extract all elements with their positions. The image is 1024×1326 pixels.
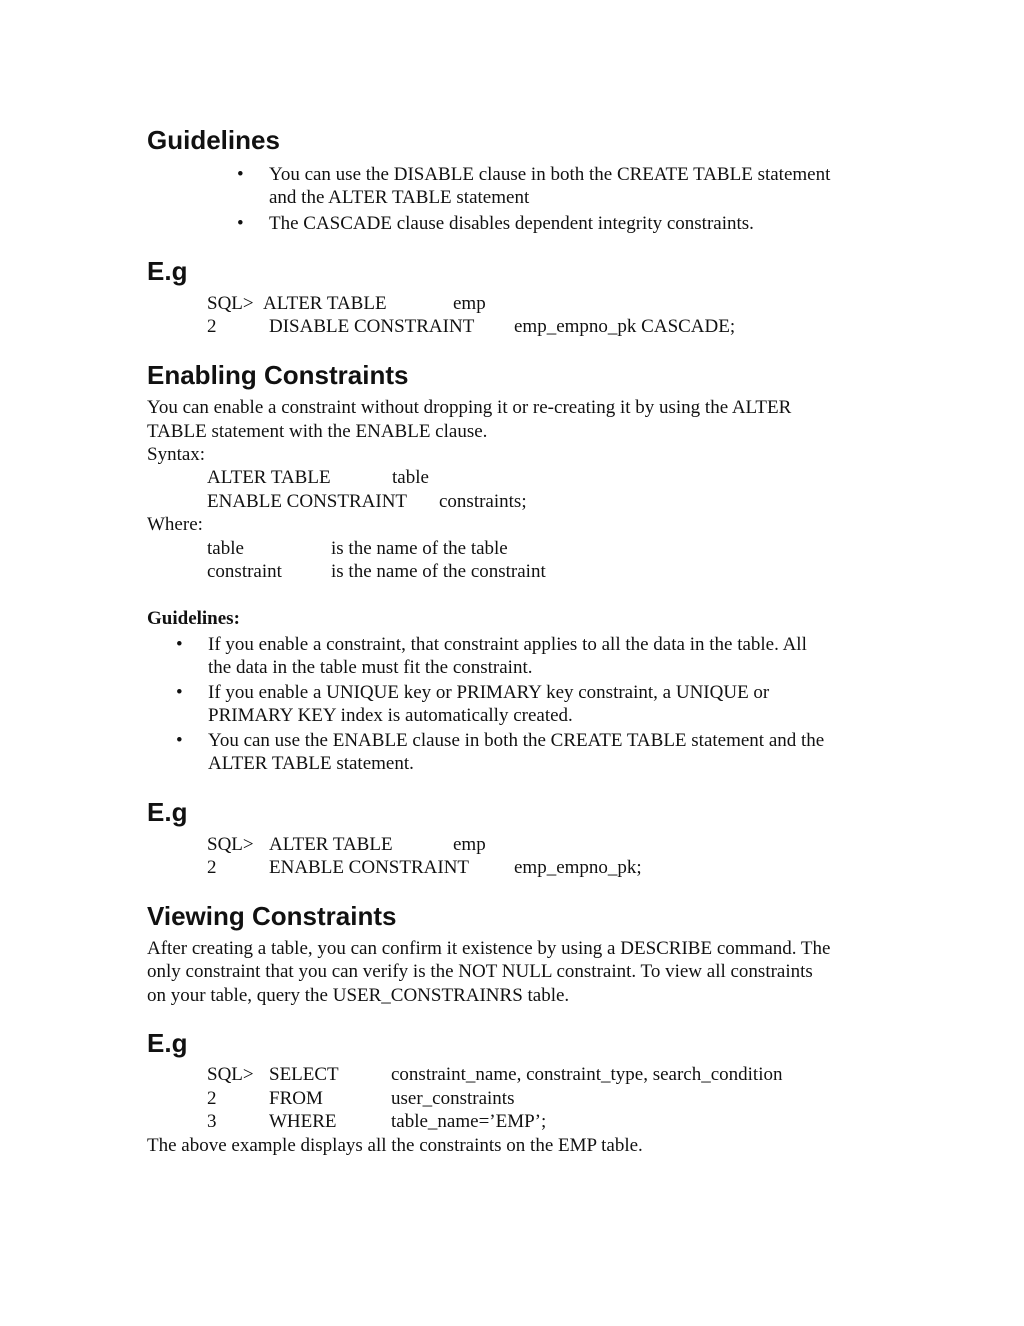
example-3-note: The above example displays all the constraints on the EMP table. (147, 1135, 643, 1156)
example-1-row-2-keyword: DISABLE CONSTRAINT (269, 316, 475, 337)
guideline2-3-line-2: ALTER TABLE statement. (208, 753, 414, 774)
where-row-1-desc: is the name of the table (331, 538, 508, 559)
guideline2-1-line-1: If you enable a constraint, that constraint applies to all the data in the table. All (208, 634, 807, 655)
example-1-row-2-num: 2 (207, 316, 217, 337)
where-row-2-term: constraint (207, 561, 282, 582)
example-1-row-1-prompt: SQL> (207, 293, 254, 314)
guidelines-2-heading: Guidelines: (147, 608, 240, 629)
example-2-heading: E.g (147, 797, 188, 827)
example-3-row-1-arg: constraint_name, constraint_type, search_condition (391, 1064, 783, 1085)
viewing-para-line-2: only constraint that you can verify is the NOT NULL constraint. To view all constraints (147, 961, 813, 982)
example-3-heading: E.g (147, 1028, 188, 1058)
example-1-row-1-keyword: ALTER TABLE (263, 293, 387, 314)
example-3-row-1-keyword: SELECT (269, 1064, 339, 1085)
guideline-1-line-1: You can use the DISABLE clause in both the CREATE TABLE statement (269, 164, 831, 185)
enabling-para-line-2: TABLE statement with the ENABLE clause. (147, 421, 488, 442)
where-row-1-term: table (207, 538, 244, 559)
example-3-row-2-keyword: FROM (269, 1088, 323, 1109)
guideline-1-line-2: and the ALTER TABLE statement (269, 187, 530, 208)
example-1-row-1-arg: emp (453, 293, 486, 314)
syntax-line-2-arg: constraints; (439, 491, 527, 512)
example-2-row-2-num: 2 (207, 857, 217, 878)
syntax-label: Syntax: (147, 444, 206, 465)
guidelines-heading: Guidelines (147, 125, 280, 155)
example-3-row-3-arg: table_name=’EMP’; (391, 1111, 547, 1132)
example-2-row-1-arg: emp (453, 834, 486, 855)
viewing-para-line-1: After creating a table, you can confirm it existence by using a DESCRIBE command. The (147, 938, 831, 959)
syntax-line-1-keyword: ALTER TABLE (207, 467, 331, 488)
where-row-2-desc: is the name of the constraint (331, 561, 546, 582)
viewing-constraints-heading: Viewing Constraints (147, 901, 397, 931)
syntax-line-2-keyword: ENABLE CONSTRAINT (207, 491, 408, 512)
enabling-constraints-heading: Enabling Constraints (147, 360, 409, 390)
example-1-row-2-arg: emp_empno_pk CASCADE; (514, 316, 736, 337)
example-2-row-2-arg: emp_empno_pk; (514, 857, 642, 878)
syntax-line-1-arg: table (392, 467, 429, 488)
bullet-dot-icon: • (176, 682, 183, 703)
bullet-dot-icon: • (176, 730, 183, 751)
where-label: Where: (147, 514, 203, 535)
example-2-row-1-keyword: ALTER TABLE (269, 834, 393, 855)
viewing-para-line-3: on your table, query the USER_CONSTRAINRS table. (147, 985, 570, 1006)
example-3-row-3-num: 3 (207, 1111, 217, 1132)
example-3-row-1-prompt: SQL> (207, 1064, 254, 1085)
example-2-row-1-prompt: SQL> (207, 834, 254, 855)
guideline2-3-line-1: You can use the ENABLE clause in both the CREATE TABLE statement and the (208, 730, 825, 751)
bullet-dot-icon: • (176, 634, 183, 655)
guideline2-1-line-2: the data in the table must fit the constraint. (208, 657, 533, 678)
guideline2-2-line-2: PRIMARY KEY index is automatically created. (208, 705, 573, 726)
bullet-dot-icon: • (237, 213, 244, 234)
example-3-row-2-num: 2 (207, 1088, 217, 1109)
enabling-para-line-1: You can enable a constraint without dropping it or re-creating it by using the ALTER (147, 397, 792, 418)
bullet-dot-icon: • (237, 164, 244, 185)
example-3-row-2-arg: user_constraints (391, 1088, 515, 1109)
example-2-row-2-keyword: ENABLE CONSTRAINT (269, 857, 470, 878)
example-1-heading: E.g (147, 256, 188, 286)
example-3-row-3-keyword: WHERE (269, 1111, 337, 1132)
guideline2-2-line-1: If you enable a UNIQUE key or PRIMARY key constraint, a UNIQUE or (208, 682, 770, 703)
guideline-2-line-1: The CASCADE clause disables dependent integrity constraints. (269, 213, 754, 234)
